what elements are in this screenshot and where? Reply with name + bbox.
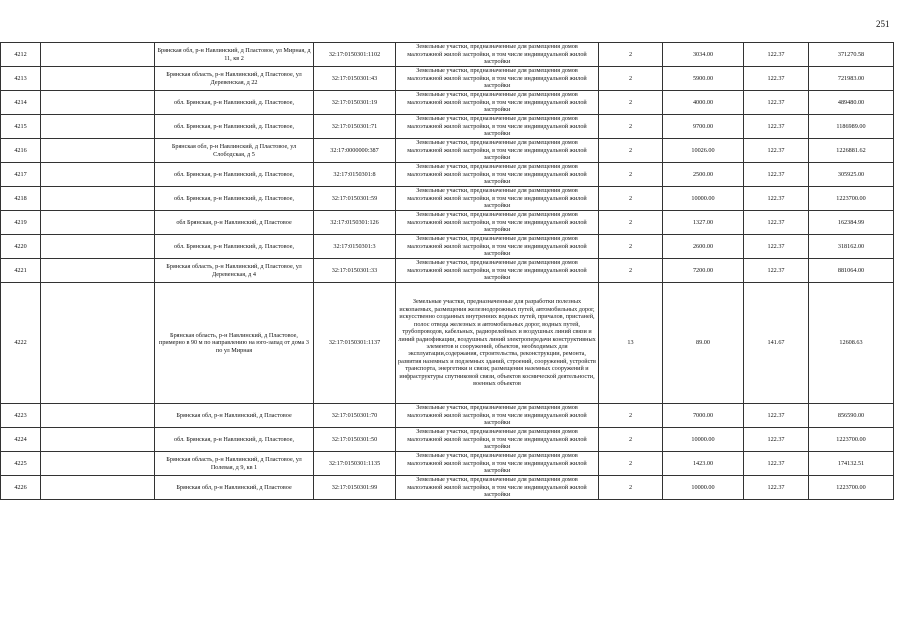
table-row (1, 187, 894, 211)
land-use-cell: Земельные участки, предназначенные для размещения домов малоэтажной жилой застройки, в том числе индивидуальной жилой застройки (396, 476, 599, 500)
group-cell: 2 (599, 67, 663, 91)
cadastral-registry-table (0, 42, 894, 500)
address-cell: Брянская обл, р-н Навлинский, д Пластовое, ул Мирная, д 11, кв 2 (155, 43, 314, 67)
cadastral-value-cell: 721983.00 (809, 67, 894, 91)
gap-cell (41, 67, 155, 91)
address-cell: обл. Брянская, р-н Навлинский, д. Пластовое, (155, 115, 314, 139)
land-use-cell: Земельные участки, предназначенные для размещения домов малоэтажной жилой застройки, в том числе индивидуальной жилой застройки (396, 67, 599, 91)
area-cell: 1423.00 (663, 452, 744, 476)
group-cell: 2 (599, 43, 663, 67)
gap-cell (41, 139, 155, 163)
area-cell: 10026.00 (663, 139, 744, 163)
address-cell: Брянская обл, р-н Навлинский, д Пластовое (155, 404, 314, 428)
area-cell: 3034.00 (663, 43, 744, 67)
cadastral-number-cell: 32:17:0150301:126 (314, 211, 396, 235)
row-number-cell: 4214 (1, 91, 41, 115)
address-cell: обл. Брянская, р-н Навлинский, д. Пластовое, (155, 91, 314, 115)
group-cell: 13 (599, 283, 663, 404)
area-cell: 10000.00 (663, 476, 744, 500)
cadastral-number-cell: 32:17:0150301:50 (314, 428, 396, 452)
cadastral-value-cell: 489480.00 (809, 91, 894, 115)
rate-cell: 122.37 (744, 139, 809, 163)
cadastral-number-cell: 32:17:0150301:3 (314, 235, 396, 259)
gap-cell (41, 404, 155, 428)
cadastral-number-cell: 32:17:0150301:59 (314, 187, 396, 211)
page-number: 251 (876, 19, 890, 29)
gap-cell (41, 283, 155, 404)
cadastral-value-cell: 1223700.00 (809, 187, 894, 211)
table-row (1, 67, 894, 91)
cadastral-number-cell: 32:17:0150301:71 (314, 115, 396, 139)
area-cell: 1327.00 (663, 211, 744, 235)
group-cell: 2 (599, 452, 663, 476)
table-row (1, 235, 894, 259)
group-cell: 2 (599, 259, 663, 283)
row-number-cell: 4213 (1, 67, 41, 91)
cadastral-value-cell: 318162.00 (809, 235, 894, 259)
row-number-cell: 4220 (1, 235, 41, 259)
cadastral-number-cell: 32:17:0150301:99 (314, 476, 396, 500)
cadastral-number-cell: 32:17:0150301:33 (314, 259, 396, 283)
cadastral-value-cell: 174132.51 (809, 452, 894, 476)
land-use-cell: Земельные участки, предназначенные для размещения домов малоэтажной жилой застройки, в том числе индивидуальной жилой застройки (396, 259, 599, 283)
gap-cell (41, 211, 155, 235)
land-use-cell: Земельные участки, предназначенные для размещения домов малоэтажной жилой застройки, в том числе индивидуальной жилой застройки (396, 187, 599, 211)
land-use-cell: Земельные участки, предназначенные для размещения домов малоэтажной жилой застройки, в том числе индивидуальной жилой застройки (396, 163, 599, 187)
group-cell: 2 (599, 139, 663, 163)
area-cell: 10000.00 (663, 187, 744, 211)
address-cell: обл Брянская, р-н Навлинский, д Пластовое (155, 211, 314, 235)
land-use-cell: Земельные участки, предназначенные для размещения домов малоэтажной жилой застройки, в том числе индивидуальной жилой застройки (396, 211, 599, 235)
area-cell: 89.00 (663, 283, 744, 404)
rate-cell: 122.37 (744, 163, 809, 187)
gap-cell (41, 91, 155, 115)
gap-cell (41, 187, 155, 211)
row-number-cell: 4221 (1, 259, 41, 283)
land-use-cell: Земельные участки, предназначенные для размещения домов малоэтажной жилой застройки, в том числе индивидуальной жилой застройки (396, 91, 599, 115)
rate-cell: 122.37 (744, 187, 809, 211)
row-number-cell: 4226 (1, 476, 41, 500)
gap-cell (41, 235, 155, 259)
land-use-cell: Земельные участки, предназначенные для размещения домов малоэтажной жилой застройки, в том числе индивидуальной жилой застройки (396, 43, 599, 67)
gap-cell (41, 163, 155, 187)
cadastral-number-cell: 32:17:0150301:8 (314, 163, 396, 187)
gap-cell (41, 476, 155, 500)
rate-cell: 122.37 (744, 476, 809, 500)
address-cell: Брянская обл, р-н Навлинский, д Пластовое (155, 476, 314, 500)
row-number-cell: 4215 (1, 115, 41, 139)
table-row (1, 211, 894, 235)
area-cell: 7000.00 (663, 404, 744, 428)
rate-cell: 122.37 (744, 211, 809, 235)
cadastral-value-cell: 856590.00 (809, 404, 894, 428)
address-cell: обл. Брянская, р-н Навлинский, д. Пластовое, (155, 163, 314, 187)
rate-cell: 122.37 (744, 404, 809, 428)
address-cell: Брянская область, р-н Навлинский, д Пластовое, ул Деревенская, д 4 (155, 259, 314, 283)
land-use-cell: Земельные участки, предназначенные для разработки полезных ископаемых, размещения железнодорожных путей, автомобильных дорог, искусственно созданных внутренних водных путей, причалов, пристаней, полос отвода железных и автомобильных дорог, водных путей, трубопроводов, кабельных, радиорелейных и воздушных линий связи и линий радиофикации, воздушных линий электропередачи конструктивных элементов и сооружений, объектов, необходимых для эксплуатации,содержания, строительства, реконструкции, ремонта, развития наземных и подземных зданий, строений, сооружений, устройств транспорта, энергетики и связи; размещения наземных сооружений и инфраструктуры спутниковой связи, объектов космической деятельности, военных объектов (396, 283, 599, 404)
rate-cell: 122.37 (744, 259, 809, 283)
address-cell: Брянская область, р-н Навлинский, д Пластовое, примерно в 90 м по направлению на юго-запад от дома 3 по ул Мирная (155, 283, 314, 404)
row-number-cell: 4223 (1, 404, 41, 428)
rate-cell: 141.67 (744, 283, 809, 404)
table-row (1, 91, 894, 115)
rate-cell: 122.37 (744, 67, 809, 91)
gap-cell (41, 452, 155, 476)
area-cell: 7200.00 (663, 259, 744, 283)
land-use-cell: Земельные участки, предназначенные для размещения домов малоэтажной жилой застройки, в том числе индивидуальной жилой застройки (396, 115, 599, 139)
row-number-cell: 4218 (1, 187, 41, 211)
table-row (1, 43, 894, 67)
area-cell: 5900.00 (663, 67, 744, 91)
table-row (1, 283, 894, 404)
address-cell: обл. Брянская, р-н Навлинский, д. Пластовое, (155, 428, 314, 452)
group-cell: 2 (599, 211, 663, 235)
cadastral-number-cell: 32:17:0150301:43 (314, 67, 396, 91)
table-row (1, 404, 894, 428)
rate-cell: 122.37 (744, 235, 809, 259)
cadastral-value-cell: 371270.58 (809, 43, 894, 67)
area-cell: 2600.00 (663, 235, 744, 259)
group-cell: 2 (599, 163, 663, 187)
group-cell: 2 (599, 428, 663, 452)
table-row (1, 259, 894, 283)
group-cell: 2 (599, 187, 663, 211)
cadastral-value-cell: 1223700.00 (809, 428, 894, 452)
cadastral-number-cell: 32:17:0150301:1102 (314, 43, 396, 67)
area-cell: 2500.00 (663, 163, 744, 187)
cadastral-number-cell: 32:17:0000000:387 (314, 139, 396, 163)
row-number-cell: 4225 (1, 452, 41, 476)
gap-cell (41, 43, 155, 67)
group-cell: 2 (599, 91, 663, 115)
gap-cell (41, 259, 155, 283)
registry-body (1, 43, 894, 500)
row-number-cell: 4224 (1, 428, 41, 452)
row-number-cell: 4219 (1, 211, 41, 235)
group-cell: 2 (599, 476, 663, 500)
cadastral-number-cell: 32:17:0150301:1135 (314, 452, 396, 476)
address-cell: обл. Брянская, р-н Навлинский, д. Пластовое, (155, 187, 314, 211)
cadastral-value-cell: 305925.00 (809, 163, 894, 187)
address-cell: Брянская область, р-н Навлинский, д Пластовое, ул Полевая, д 9, кв 1 (155, 452, 314, 476)
cadastral-value-cell: 881064.00 (809, 259, 894, 283)
land-use-cell: Земельные участки, предназначенные для размещения домов малоэтажной жилой застройки, в том числе индивидуальной жилой застройки (396, 404, 599, 428)
row-number-cell: 4222 (1, 283, 41, 404)
cadastral-value-cell: 1223700.00 (809, 476, 894, 500)
cadastral-number-cell: 32:17:0150301:19 (314, 91, 396, 115)
table-row (1, 163, 894, 187)
address-cell: Брянская обл, р-н Навлинский, д Пластовое, ул Слободская, д 5 (155, 139, 314, 163)
address-cell: обл. Брянская, р-н Навлинский, д. Пластовое, (155, 235, 314, 259)
cadastral-value-cell: 1226881.62 (809, 139, 894, 163)
cadastral-number-cell: 32:17:0150301:1137 (314, 283, 396, 404)
group-cell: 2 (599, 115, 663, 139)
gap-cell (41, 428, 155, 452)
row-number-cell: 4216 (1, 139, 41, 163)
cadastral-number-cell: 32:17:0150301:70 (314, 404, 396, 428)
table-row (1, 428, 894, 452)
table-row (1, 476, 894, 500)
group-cell: 2 (599, 404, 663, 428)
rate-cell: 122.37 (744, 428, 809, 452)
table-row (1, 139, 894, 163)
cadastral-value-cell: 162384.99 (809, 211, 894, 235)
cadastral-value-cell: 12608.63 (809, 283, 894, 404)
gap-cell (41, 115, 155, 139)
land-use-cell: Земельные участки, предназначенные для размещения домов малоэтажной жилой застройки, в том числе индивидуальной жилой застройки (396, 428, 599, 452)
group-cell: 2 (599, 235, 663, 259)
rate-cell: 122.37 (744, 452, 809, 476)
row-number-cell: 4217 (1, 163, 41, 187)
area-cell: 4000.00 (663, 91, 744, 115)
rate-cell: 122.37 (744, 91, 809, 115)
land-use-cell: Земельные участки, предназначенные для размещения домов малоэтажной жилой застройки, в том числе индивидуальной жилой застройки (396, 235, 599, 259)
rate-cell: 122.37 (744, 43, 809, 67)
land-use-cell: Земельные участки, предназначенные для размещения домов малоэтажной жилой застройки, в том числе индивидуальной жилой застройки (396, 452, 599, 476)
area-cell: 9700.00 (663, 115, 744, 139)
row-number-cell: 4212 (1, 43, 41, 67)
land-use-cell: Земельные участки, предназначенные для размещения домов малоэтажной жилой застройки, в том числе индивидуальной жилой застройки (396, 139, 599, 163)
area-cell: 10000.00 (663, 428, 744, 452)
address-cell: Брянская область, р-н Навлинский, д Пластовое, ул Деревенская, д 22 (155, 67, 314, 91)
rate-cell: 122.37 (744, 115, 809, 139)
table-row (1, 452, 894, 476)
table-row (1, 115, 894, 139)
cadastral-value-cell: 1186989.00 (809, 115, 894, 139)
